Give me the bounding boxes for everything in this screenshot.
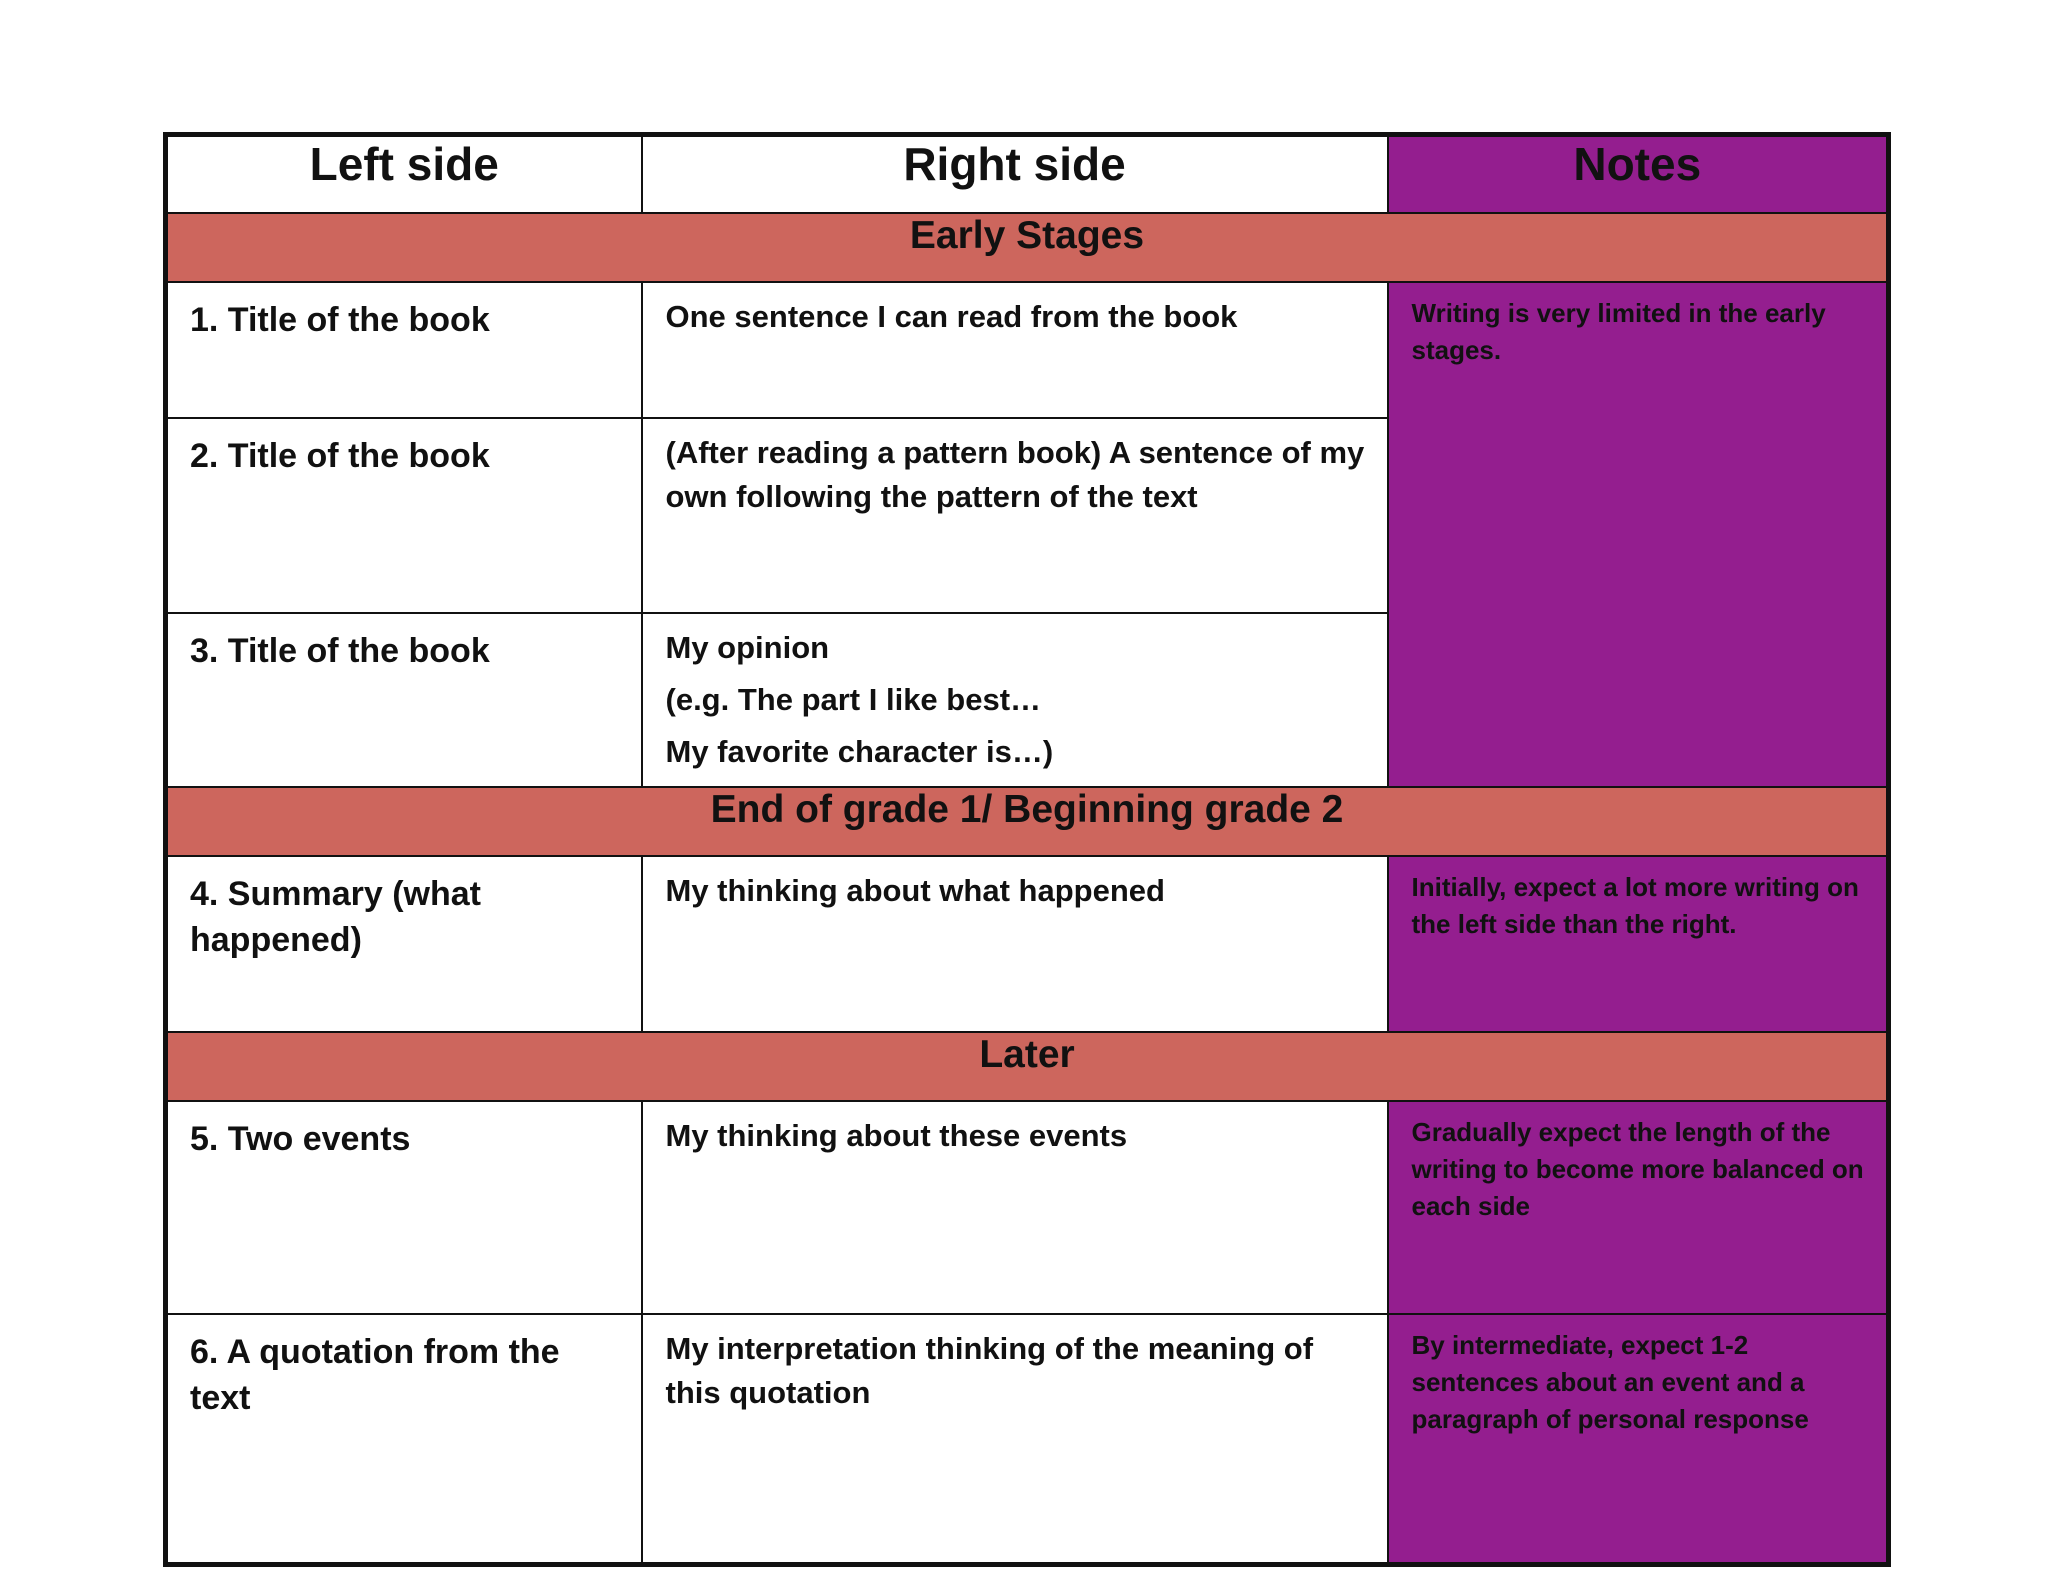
right-side-text: (After reading a pattern book) A sentence of my own following the pattern of the text	[665, 435, 1365, 514]
notes-cell: Gradually expect the length of the writing to become more balanced on each side	[1388, 1101, 1889, 1314]
right-side-text: One sentence I can read from the book	[665, 299, 1238, 334]
left-side-cell: 6. A quotation from the text	[166, 1314, 642, 1565]
table-row	[166, 282, 1889, 418]
notes-cell: Writing is very limited in the early stages.	[1388, 282, 1889, 787]
header-right-side: Right side	[642, 135, 1388, 214]
right-side-cell	[642, 282, 1388, 418]
right-side-text: (e.g. The part I like best…	[665, 682, 1042, 717]
right-side-text: My favorite character is…)	[665, 734, 1054, 769]
section-title: End of grade 1/ Beginning grade 2	[166, 787, 1889, 856]
right-side-text: My opinion	[665, 630, 830, 665]
header-left-side: Left side	[166, 135, 642, 214]
section-row-later	[166, 1032, 1889, 1101]
section-title: Early Stages	[166, 213, 1889, 282]
reading-response-journal-table	[163, 132, 1891, 1567]
section-row-early-stages	[166, 213, 1889, 282]
right-side-cell	[642, 1101, 1388, 1314]
left-side-cell: 2. Title of the book	[166, 418, 642, 613]
left-side-cell: 1. Title of the book	[166, 282, 642, 418]
header-notes: Notes	[1388, 135, 1889, 214]
notes-cell: Initially, expect a lot more writing on the left side than the right.	[1388, 856, 1889, 1032]
right-side-text: My thinking about these events	[665, 1118, 1128, 1153]
table-row	[166, 856, 1889, 1032]
left-side-cell: 5. Two events	[166, 1101, 642, 1314]
left-side-cell: 4. Summary (what happened)	[166, 856, 642, 1032]
section-row-grade-1-2	[166, 787, 1889, 856]
notes-cell: By intermediate, expect 1-2 sentences about an event and a paragraph of personal response	[1388, 1314, 1889, 1565]
header-row	[166, 135, 1889, 214]
right-side-cell	[642, 613, 1388, 787]
right-side-text: My thinking about what happened	[665, 873, 1165, 908]
left-side-cell: 3. Title of the book	[166, 613, 642, 787]
table-row	[166, 1101, 1889, 1314]
table-row	[166, 1314, 1889, 1565]
right-side-text: My interpretation thinking of the meaning of this quotation	[665, 1331, 1314, 1410]
section-title: Later	[166, 1032, 1889, 1101]
right-side-cell	[642, 856, 1388, 1032]
right-side-cell	[642, 1314, 1388, 1565]
right-side-cell	[642, 418, 1388, 613]
